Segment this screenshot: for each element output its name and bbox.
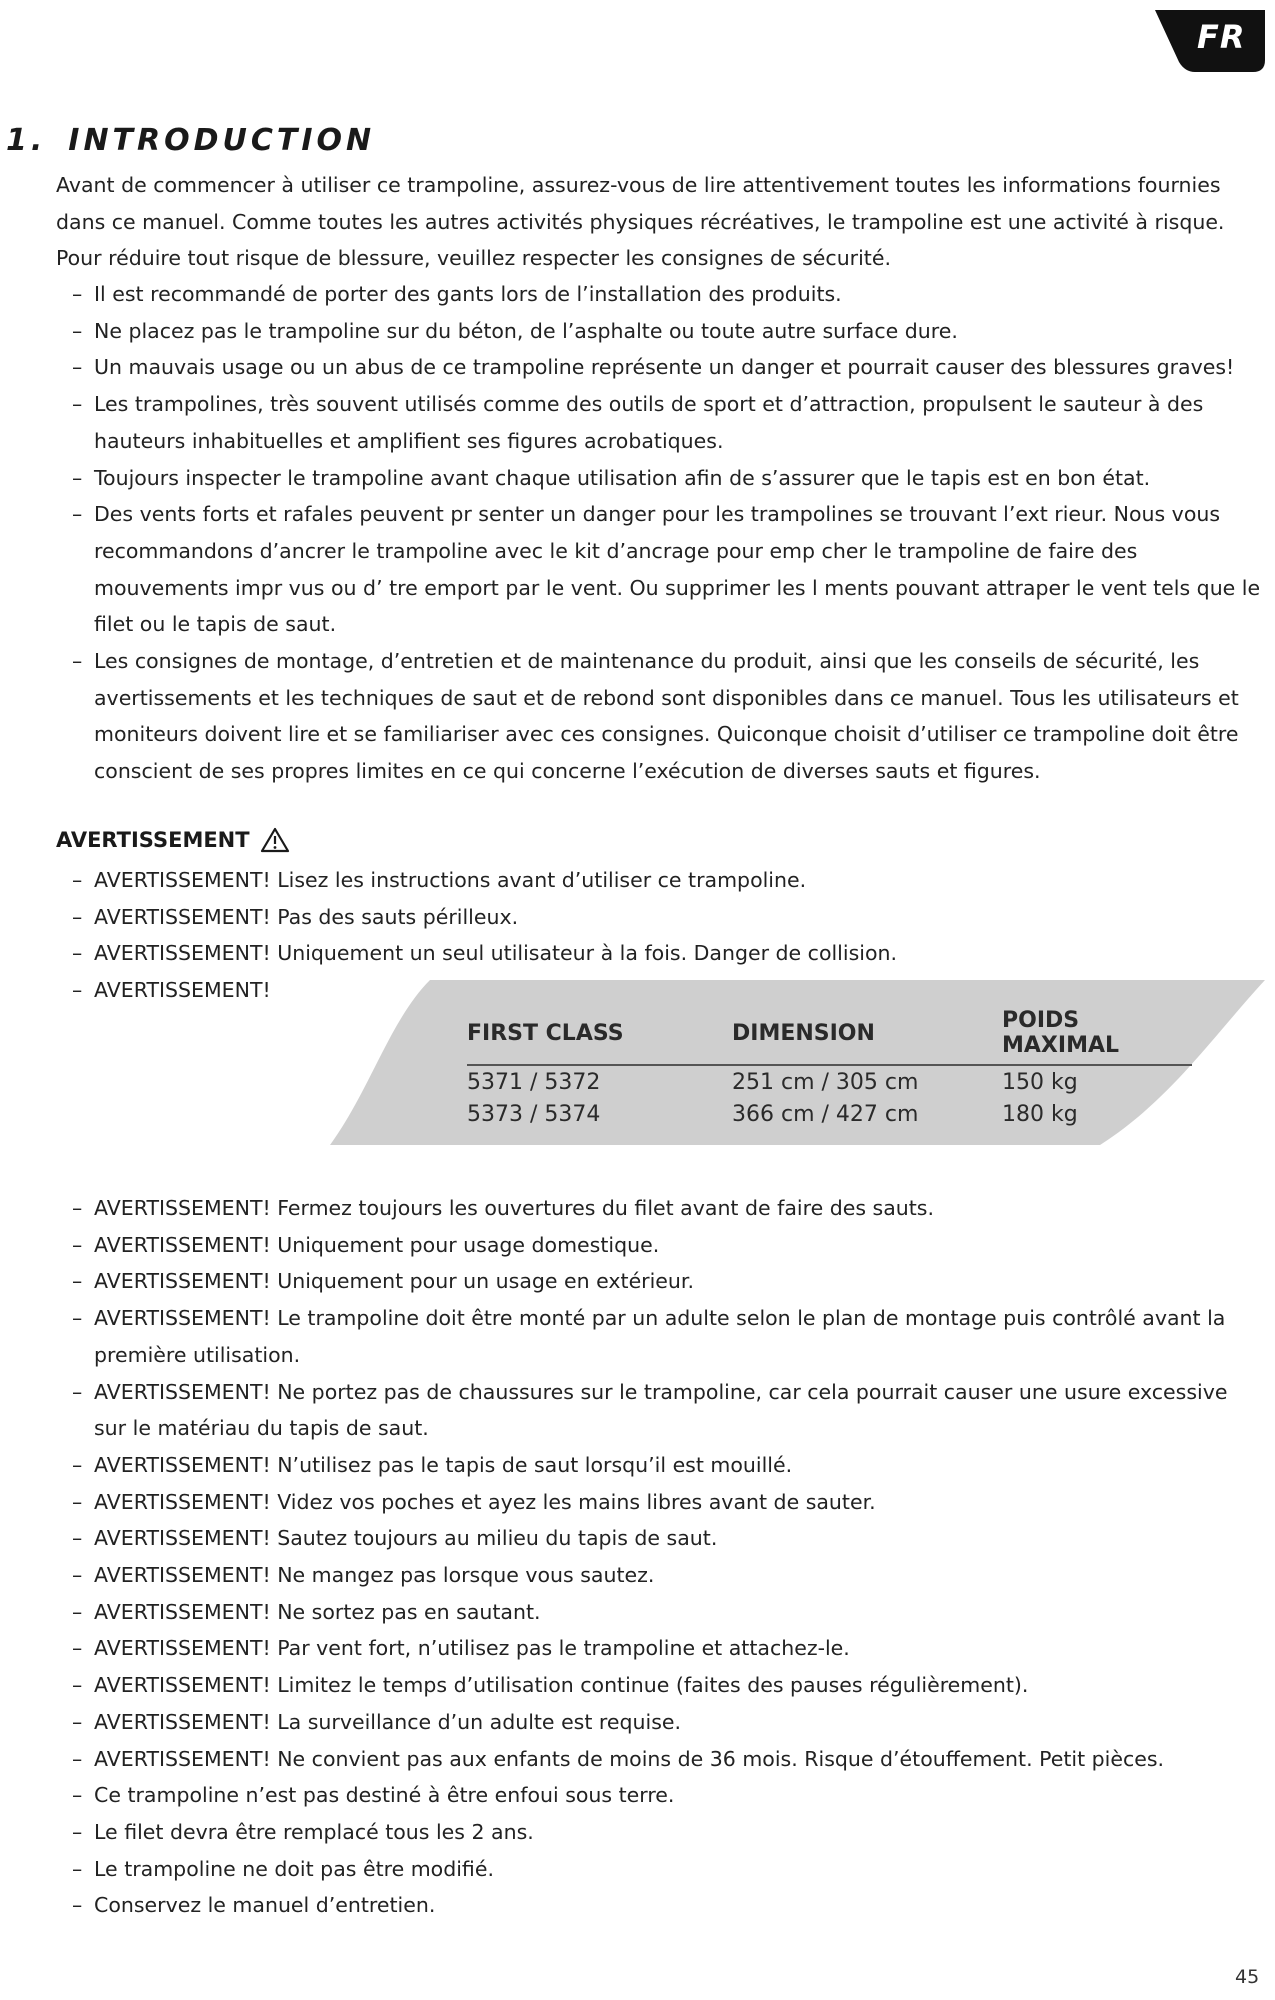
- list-item: – Ne placez pas le trampoline sur du béton, de l’asphalte ou toute autre surface dure.: [72, 313, 1262, 350]
- table-header-row: [467, 1004, 1192, 1065]
- list-item: – Le filet devra être remplacé tous les 2 ans.: [72, 1814, 1262, 1851]
- list-item: – AVERTISSEMENT! Pas des sauts périlleux.: [72, 899, 1262, 936]
- table-row: [467, 1065, 1192, 1098]
- list-item: – AVERTISSEMENT! Ne sortez pas en sautant.: [72, 1594, 1262, 1631]
- list-item: – Toujours inspecter le trampoline avant chaque utilisation afin de s’assurer que le tapis est en bon état.: [72, 460, 1262, 497]
- list-item: – AVERTISSEMENT! La surveillance d’un adulte est requise.: [72, 1704, 1262, 1741]
- list-item: – AVERTISSEMENT! Limitez le temps d’utilisation continue (faites des pauses régulièrement).: [72, 1667, 1262, 1704]
- table-cell: 5373 / 5374: [467, 1102, 601, 1127]
- list-item: – Les trampolines, très souvent utilisés comme des outils de sport et d’attraction, propulsent le sauteur à des hauteurs inhabituelles et amplifient ses figures acrobatiques.: [72, 386, 1262, 459]
- section-number: 1.: [6, 123, 47, 158]
- list-item: – AVERTISSEMENT! Lisez les instructions avant d’utiliser ce trampoline.: [72, 862, 1262, 899]
- list-item: – Un mauvais usage ou un abus de ce trampoline représente un danger et pourrait causer des blessures graves!: [72, 349, 1262, 386]
- spec-table: [467, 1004, 1192, 1130]
- table-row: [467, 1098, 1192, 1130]
- list-item: – AVERTISSEMENT!: [72, 972, 1262, 1009]
- column-header: DIMENSION: [732, 1004, 1002, 1065]
- page-number: 45: [1235, 1966, 1260, 1988]
- table-cell: 251 cm / 305 cm: [732, 1070, 919, 1095]
- intro-bullet-list: [72, 276, 1262, 790]
- list-item: – AVERTISSEMENT! Uniquement pour usage domestique.: [72, 1227, 1262, 1264]
- table-cell: 150 kg: [1002, 1070, 1078, 1095]
- list-item: – AVERTISSEMENT! Le trampoline doit être monté par un adulte selon le plan de montage puis contrôlé avant la première utilisation.: [72, 1300, 1262, 1373]
- list-item: – AVERTISSEMENT! Sautez toujours au milieu du tapis de saut.: [72, 1520, 1262, 1557]
- language-code: FR: [1197, 18, 1246, 56]
- list-item: – Le trampoline ne doit pas être modifié.: [72, 1851, 1262, 1888]
- list-item: – Des vents forts et rafales peuvent pr senter un danger pour les trampolines se trouvant l’ext rieur. Nous vous recommandons d’ancrer le trampoline avec le kit d’ancrage pour emp cher le trampoline de faire des mouvements impr vus ou d’ tre emport par le vent. Ou supprimer les l ments pouvant attraper le vent tels que le filet ou le tapis de saut.: [72, 496, 1262, 643]
- list-item: – AVERTISSEMENT! Fermez toujours les ouvertures du filet avant de faire des sauts.: [72, 1190, 1262, 1227]
- list-item: – Ce trampoline n’est pas destiné à être enfoui sous terre.: [72, 1777, 1262, 1814]
- list-item: – Conservez le manuel d’entretien.: [72, 1887, 1262, 1924]
- warning-triangle-icon: [260, 827, 290, 853]
- warning-heading: [56, 827, 290, 853]
- list-item: – AVERTISSEMENT! Par vent fort, n’utilisez pas le trampoline et attachez-le.: [72, 1630, 1262, 1667]
- section-title-text: INTRODUCTION: [68, 123, 376, 158]
- list-item: – AVERTISSEMENT! Videz vos poches et ayez les mains libres avant de sauter.: [72, 1484, 1262, 1521]
- table-cell: 366 cm / 427 cm: [732, 1102, 919, 1127]
- list-item: – Il est recommandé de porter des gants lors de l’installation des produits.: [72, 276, 1262, 313]
- list-item: – Les consignes de montage, d’entretien et de maintenance du produit, ainsi que les conseils de sécurité, les avertissements et les techniques de saut et de rebond sont disponibles dans ce manuel. Tous les utilisateurs et moniteurs doivent lire et se familiariser avec ces consignes. Quiconque choisit d’utiliser ce trampoline doit être conscient de ses propres limites en ce qui concerne l’exécution de diverses sauts et figures.: [72, 643, 1262, 790]
- warning-heading-text: AVERTISSEMENT: [56, 828, 250, 852]
- list-item: – AVERTISSEMENT! Ne portez pas de chaussures sur le trampoline, car cela pourrait causer une usure excessive sur le matériau du tapis de saut.: [72, 1374, 1262, 1447]
- intro-paragraph: Avant de commencer à utiliser ce trampoline, assurez-vous de lire attentivement toutes les informations fournies dans ce manuel. Comme toutes les autres activités physiques récréatives, le trampoline est une activité à risque. Pour réduire tout risque de blessure, veuillez respecter les consignes de sécurité.: [56, 173, 1225, 271]
- language-tab: [1155, 10, 1265, 72]
- table-cell: 180 kg: [1002, 1102, 1078, 1127]
- section-title: [6, 123, 375, 158]
- column-header: POIDS MAXIMAL: [1002, 1004, 1192, 1065]
- column-header: FIRST CLASS: [467, 1004, 732, 1065]
- list-item: – AVERTISSEMENT! Ne convient pas aux enfants de moins de 36 mois. Risque d’étouffement. Petit pièces.: [72, 1741, 1262, 1778]
- warning-list-bottom: [72, 1190, 1262, 1924]
- list-item: – AVERTISSEMENT! N’utilisez pas le tapis de saut lorsqu’il est mouillé.: [72, 1447, 1262, 1484]
- list-item: – AVERTISSEMENT! Uniquement un seul utilisateur à la fois. Danger de collision.: [72, 935, 1262, 972]
- list-item: – AVERTISSEMENT! Uniquement pour un usage en extérieur.: [72, 1263, 1262, 1300]
- list-item: – AVERTISSEMENT! Ne mangez pas lorsque vous sautez.: [72, 1557, 1262, 1594]
- table-cell: 5371 / 5372: [467, 1070, 601, 1095]
